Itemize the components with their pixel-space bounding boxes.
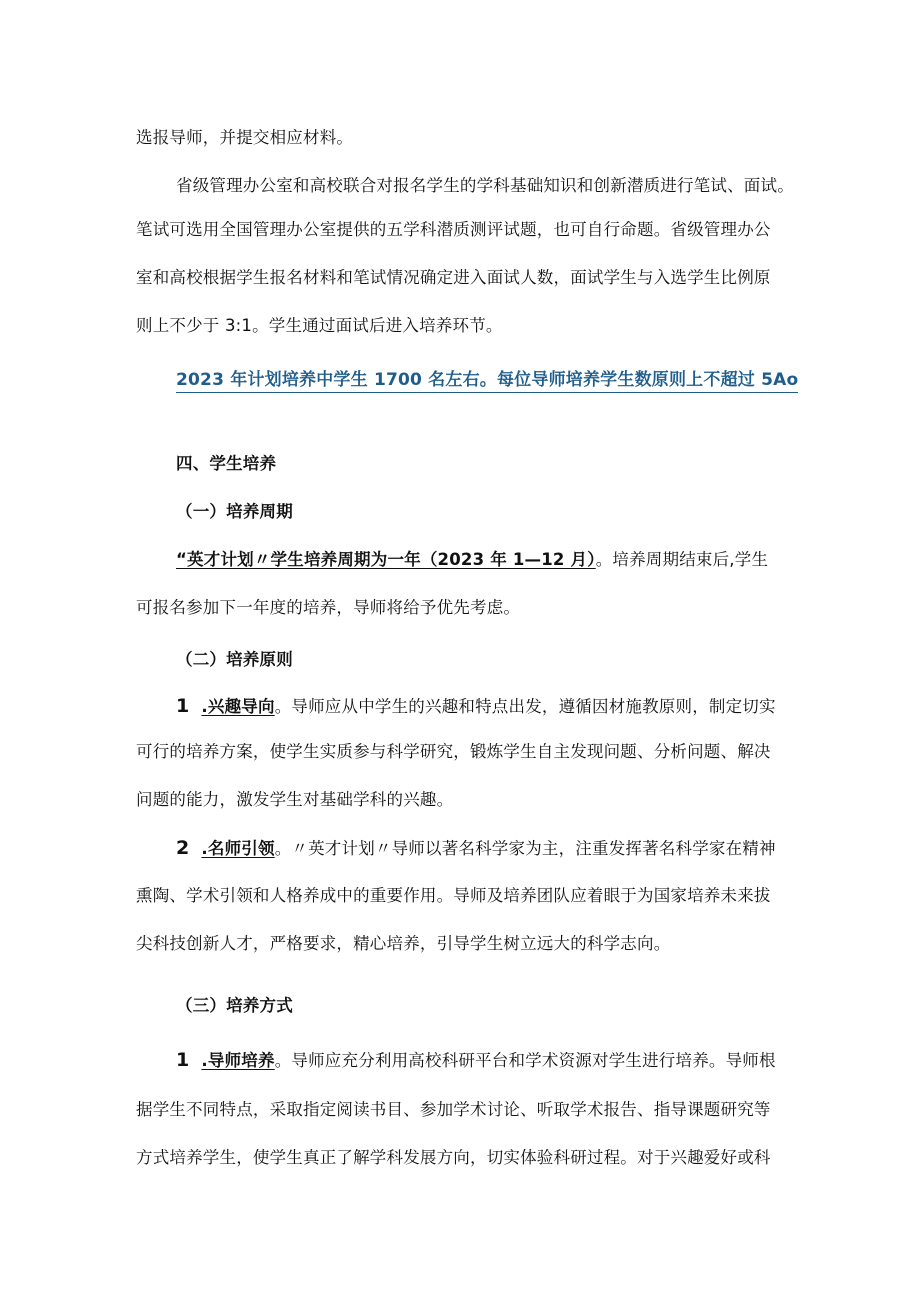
item-text: 。〃英才计划〃导师以著名科学家为主，注重发挥著名科学家在精神 [274, 839, 776, 858]
paragraph-line: 省级管理办公室和高校联合对报名学生的学科基础知识和创新潜质进行笔试、面试。 [176, 176, 794, 195]
item-title: .导师培养 [201, 1051, 275, 1070]
item-number: 2 [176, 837, 190, 859]
cycle-rest-text: 。培养周期结束后,学生 [595, 550, 769, 569]
item-number: 1 [176, 1049, 190, 1071]
paragraph-line: 笔试可选用全国管理办公室提供的五学科潜质测评试题，也可自行命题。省级管理办公 [136, 220, 771, 239]
paragraph-line: 可行的培养方案，使学生实质参与科学研究，锻炼学生自主发现问题、分析问题、解决 [136, 742, 771, 761]
subsection-heading: （二）培养原则 [176, 650, 293, 669]
paragraph-line: 选报导师，并提交相应材料。 [136, 128, 354, 147]
paragraph-line: 室和高校根据学生报名材料和笔试情况确定进入面试人数，面试学生与入选学生比例原 [136, 268, 771, 287]
paragraph-line: 据学生不同特点，采取指定阅读书目、参加学术讨论、听取学术报告、指导课题研究等 [136, 1100, 771, 1119]
highlighted-statement: 2023 年计划培养中学生 1700 名左右。每位导师培养学生数原则上不超过 5Ao [176, 368, 798, 393]
subsection-heading: （三）培养方式 [176, 996, 293, 1015]
item-title: .兴趣导向 [201, 697, 275, 716]
item-text: 。导师应从中学生的兴趣和特点出发，遵循因材施教原则，制定切实 [274, 697, 776, 716]
paragraph-line: 可报名参加下一年度的培养，导师将给予优先考虑。 [136, 598, 521, 617]
paragraph-line [176, 1048, 786, 1073]
item-text: 。导师应充分利用高校科研平台和学术资源对学生进行培养。导师根 [274, 1051, 776, 1070]
paragraph-line: 则上不少于 3:1。学生通过面试后进入培养环节。 [136, 316, 503, 335]
paragraph-line: 问题的能力，激发学生对基础学科的兴趣。 [136, 790, 454, 809]
item-title: .名师引领 [201, 839, 275, 858]
paragraph-line [176, 694, 786, 719]
paragraph-line: 尖科技创新人才，严格要求，精心培养，引导学生树立远大的科学志向。 [136, 934, 671, 953]
paragraph-line [176, 836, 786, 861]
paragraph-line: 方式培养学生，使学生真正了解学科发展方向，切实体验科研过程。对于兴趣爱好或科 [136, 1148, 771, 1167]
subsection-heading: （一）培养周期 [176, 502, 293, 521]
section-heading: 四、学生培养 [176, 454, 277, 473]
paragraph-line: 熏陶、学术引领和人格养成中的重要作用。导师及培养团队应着眼于为国家培养未来拔 [136, 886, 771, 905]
cycle-bold-text: “英才计划〃学生培养周期为一年（2023 年 1—12 月） [176, 550, 596, 569]
paragraph-line [176, 548, 786, 572]
item-number: 1 [176, 695, 190, 717]
